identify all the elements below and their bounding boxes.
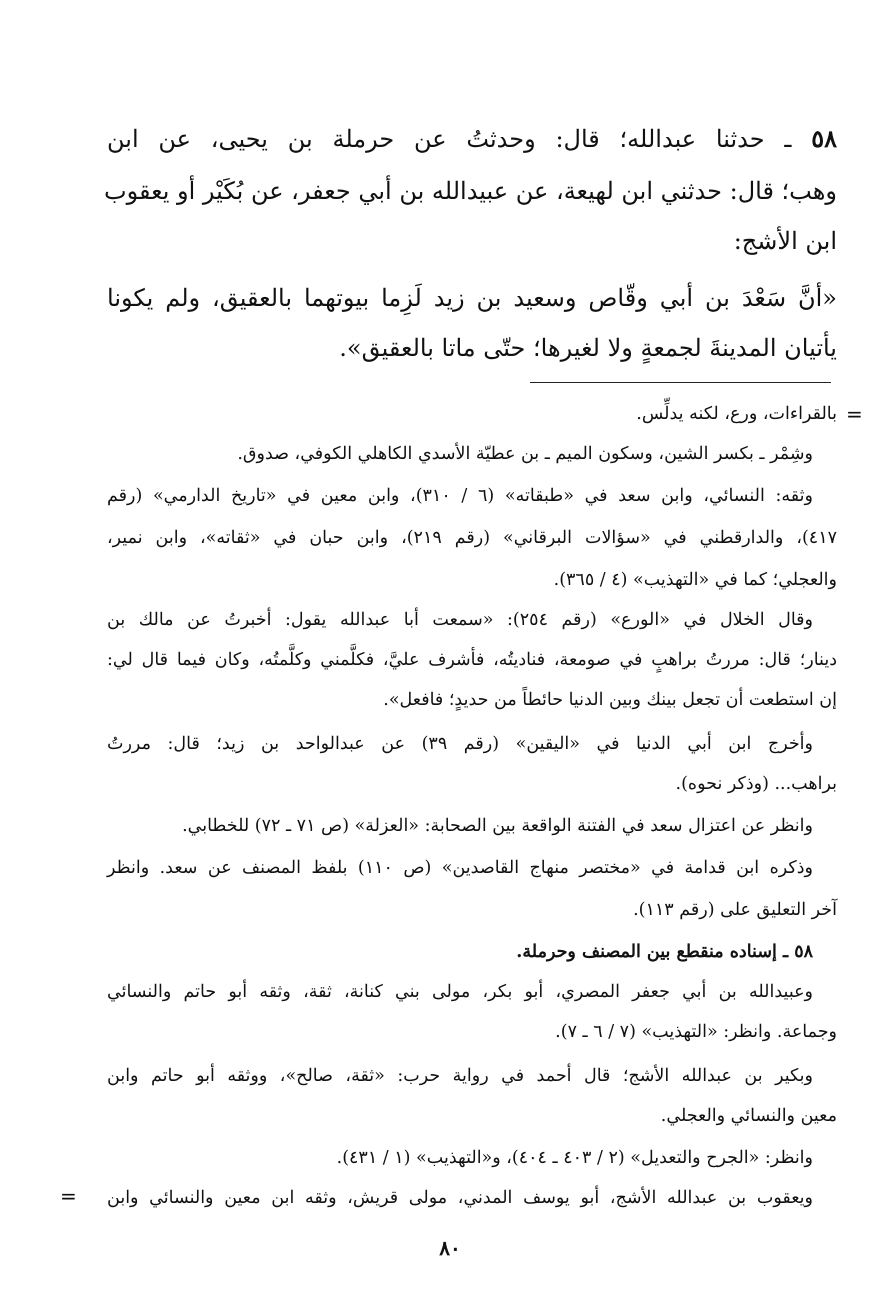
footnote-line-3: وثقه: النسائي، وابن سعد في «طبقاته» (٦ / ٣١٠)، وابن معين في «تاريخ الدارمي» (رقم	[107, 486, 813, 506]
footnote-line-8: إن استطعت أن تجعل بينك وبين الدنيا حائطاً من حديدٍ؛ فافعل».	[383, 690, 837, 710]
hadith-line-4: «أنَّ سَعْدَ بن أبي وقّاص وسعيد بن زيد لَزِما بيوتهما بالعقيق، ولم يكونا	[107, 284, 837, 312]
footnote-line-13: آخر التعليق على (رقم ١١٣).	[633, 900, 837, 920]
hadith-line-5: يأتيان المدينةَ لجمعةٍ ولا لغيرها؛ حتّى ماتا بالعقيق».	[339, 334, 837, 362]
footnote-line-5: والعجلي؛ كما في «التهذيب» (٤ / ٣٦٥).	[553, 570, 837, 590]
footnote-line-7: دينار؛ قال: مررتُ براهبٍ في صومعة، فناديتُه، فأشرف عليَّ، فكلَّمني وكلَّمتُه، وكان فيما قال لي:	[107, 650, 837, 670]
footnote-line-19: وانظر: «الجرح والتعديل» (٢ / ٤٠٣ ـ ٤٠٤)، و«التهذيب» (١ / ٤٣١).	[336, 1148, 813, 1168]
footnote-line-20: ويعقوب بن عبدالله الأشج، أبو يوسف المدني، مولى قريش، وثقه ابن معين والنسائي وابن	[107, 1188, 813, 1208]
footnote-line-18: معين والنسائي والعجلي.	[660, 1106, 837, 1126]
footnote-line-9: وأخرج ابن أبي الدنيا في «اليقين» (رقم ٣٩) عن عبدالواحد بن زيد؛ قال: مررتُ	[107, 734, 813, 754]
footnote-line-1: بالقراءات، ورع، لكنه يدلِّس.	[636, 404, 837, 424]
hadith-line-2: وهب؛ قال: حدثني ابن لهيعة، عن عبيدالله بن أبي جعفر، عن بُكَيْر أو يعقوب	[104, 177, 837, 205]
hadith-line-3: ابن الأشج:	[733, 227, 837, 255]
hadith-number: ٥٨	[811, 124, 837, 153]
continues-next-page-mark: =	[60, 1184, 77, 1208]
continued-from-previous-mark: =	[846, 402, 863, 426]
footnote-line-12: وذكره ابن قدامة في «مختصر منهاج القاصدين» (ص ١١٠) بلفظ المصنف عن سعد. وانظر	[107, 858, 813, 878]
hadith-line-1	[107, 117, 837, 161]
footnote-line-11: وانظر عن اعتزال سعد في الفتنة الواقعة بين الصحابة: «العزلة» (ص ٧١ ـ ٧٢) للخطابي.	[182, 816, 813, 836]
footnote-line-17: وبكير بن عبدالله الأشج؛ قال أحمد في رواية حرب: «ثقة، صالح»، ووثقه أبو حاتم وابن	[107, 1066, 813, 1086]
footnote-line-4: ٤١٧)، والدارقطني في «سؤالات البرقاني» (رقم ٢١٩)، وابن حبان في «ثقاته»، وابن نمير،	[107, 528, 837, 548]
hadith-line-1-text: ـ حدثنا عبدالله؛ قال: وحدثتُ عن حرملة بن يحيى، عن ابن	[107, 125, 792, 153]
footnote-58-heading: ٥٨ ـ إسناده منقطع بين المصنف وحرملة.	[516, 942, 813, 962]
footnote-separator	[530, 382, 831, 383]
footnote-line-15: وعبيدالله بن أبي جعفر المصري، أبو بكر، مولى بني كنانة، ثقة، وثقه أبو حاتم والنسائي	[107, 982, 813, 1002]
footnote-line-2: وشِمْر ـ بكسر الشين، وسكون الميم ـ بن عطيّة الأسدي الكاهلي الكوفي، صدوق.	[237, 444, 813, 464]
footnote-line-10: براهب... (وذكر نحوه).	[675, 774, 837, 794]
page-number: ٨٠	[439, 1236, 461, 1260]
footnote-line-6: وقال الخلال في «الورع» (رقم ٢٥٤): «سمعت أبا عبدالله يقول: أخبرتُ عن مالك بن	[107, 610, 813, 630]
footnote-line-16: وجماعة. وانظر: «التهذيب» (٧ / ٦ ـ ٧).	[555, 1022, 837, 1042]
